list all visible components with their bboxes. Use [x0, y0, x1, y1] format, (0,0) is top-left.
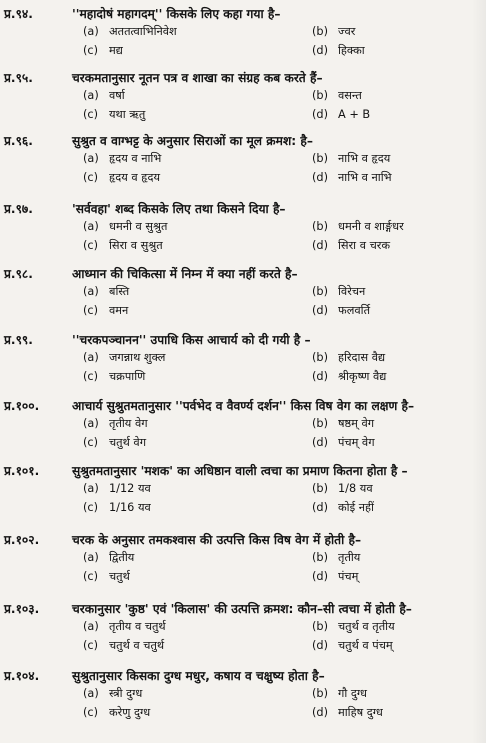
question-stem — [4, 397, 414, 415]
option-label: (c) — [83, 108, 99, 121]
question-number: प्र.९६. — [4, 134, 33, 148]
option-label: (a) — [83, 351, 99, 364]
option-text: हिक्का — [338, 44, 365, 57]
question-text: 'सर्ववहा' शब्द किसके लिए तथा किसने दिया है– — [72, 202, 286, 216]
question-stem — [4, 200, 286, 218]
option-label: (a) — [83, 482, 99, 495]
option-text: हरिदास वैद्य — [338, 351, 386, 364]
option-a — [83, 150, 161, 167]
option-label: (d) — [312, 501, 328, 514]
option-label: (c) — [83, 570, 99, 583]
option-text: 1/12 यव — [109, 482, 151, 495]
option-d — [312, 237, 390, 254]
question-text: सुश्रुतमतानुसार 'मशक' का अधिष्ठान वाली त्वचा का प्रमाण कितना होता है – — [72, 464, 408, 478]
option-label: (a) — [83, 25, 99, 38]
page-edge-shadow — [472, 0, 486, 743]
question-text: ''चरकपञ्चानन'' उपाधि किस आचार्य को दी गयी है – — [72, 333, 311, 347]
question-stem — [4, 462, 408, 480]
question-stem — [4, 69, 323, 87]
option-label: (a) — [83, 687, 99, 700]
option-text: धमनी व शार्ङ्गधर — [338, 220, 404, 233]
option-c — [83, 169, 160, 186]
option-c — [83, 499, 151, 516]
question-text: चरकमतानुसार नूतन पत्र व शाखा का संग्रह कब करते हैं– — [72, 71, 323, 85]
option-b — [312, 150, 390, 167]
option-label: (d) — [312, 239, 328, 252]
question-number: प्र.१०१. — [4, 464, 40, 478]
option-text: फलवर्ति — [338, 304, 371, 317]
option-label: (a) — [83, 220, 99, 233]
option-label: (d) — [312, 370, 328, 383]
option-text: द्वितीय — [109, 551, 135, 564]
option-text: मद्य — [109, 44, 123, 57]
option-label: (a) — [83, 620, 99, 633]
option-text: माहिष दुग्ध — [338, 706, 383, 719]
option-text: वसन्त — [338, 89, 362, 102]
option-c — [83, 434, 146, 451]
option-text: चक्रपाणि — [109, 370, 146, 383]
option-c — [83, 637, 164, 654]
question-number: प्र.१००. — [4, 399, 40, 413]
option-text: विरेचन — [338, 285, 366, 298]
option-label: (b) — [312, 285, 328, 298]
option-text: 1/8 यव — [338, 482, 373, 495]
option-b — [312, 23, 355, 40]
option-text: 1/16 यव — [109, 501, 151, 514]
question-text: आध्मान की चिकित्सा में निम्न में क्या नहीं करते है– — [72, 267, 298, 281]
option-a — [83, 549, 134, 566]
option-text: षष्ठम् वेग — [338, 417, 375, 430]
option-label: (c) — [83, 304, 99, 317]
option-c — [83, 368, 145, 385]
option-b — [312, 349, 385, 366]
option-text: ज्वर — [338, 25, 356, 38]
question-number: प्र.९५. — [4, 71, 33, 85]
option-text: जगन्नाथ शुक्ल — [109, 351, 166, 364]
question-number: प्र.१०४. — [4, 669, 40, 683]
question-number: प्र.१०२. — [4, 533, 40, 547]
option-text: स्त्री दुग्ध — [109, 687, 143, 700]
option-text: धमनी व सुश्रुत — [109, 220, 168, 233]
option-label: (a) — [83, 152, 99, 165]
option-text: कोई नहीं — [338, 501, 374, 514]
option-d — [312, 42, 365, 59]
option-d — [312, 499, 374, 516]
option-text: करेणु दुग्ध — [109, 706, 151, 719]
question-stem — [4, 5, 280, 23]
option-a — [83, 618, 166, 635]
option-b — [312, 618, 395, 635]
question-text: सुश्रुतानुसार किसका दुग्ध मधुर, कषाय व चक्षुष्य होता है– — [72, 669, 325, 683]
option-c — [83, 106, 145, 123]
option-label: (c) — [83, 44, 99, 57]
option-text: तृतीय — [338, 551, 361, 564]
option-label: (b) — [312, 687, 328, 700]
option-label: (b) — [312, 351, 328, 364]
option-d — [312, 368, 386, 385]
option-label: (b) — [312, 620, 328, 633]
option-text: चतुर्थ वेग — [109, 436, 147, 449]
option-b — [312, 283, 365, 300]
option-a — [83, 283, 129, 300]
question-number: प्र.९४. — [4, 7, 33, 21]
option-label: (d) — [312, 570, 328, 583]
option-label: (d) — [312, 706, 328, 719]
option-a — [83, 218, 167, 235]
option-text: सिरा व चरक — [338, 239, 391, 252]
option-label: (d) — [312, 639, 328, 652]
option-b — [312, 218, 404, 235]
option-a — [83, 23, 177, 40]
option-b — [312, 87, 362, 104]
option-label: (b) — [312, 220, 328, 233]
option-d — [312, 637, 393, 654]
option-text: श्रीकृष्ण वैद्य — [338, 370, 387, 383]
option-label: (b) — [312, 152, 328, 165]
option-text: नाभि व नाभि — [338, 171, 392, 184]
question-stem — [4, 132, 313, 150]
option-text: हृदय व नाभि — [109, 152, 162, 165]
option-label: (d) — [312, 108, 328, 121]
option-text: गौ दुग्ध — [338, 687, 367, 700]
option-d — [312, 106, 370, 123]
option-text: पंचम् — [338, 570, 359, 583]
option-label: (a) — [83, 417, 99, 430]
option-b — [312, 480, 373, 497]
option-label: (c) — [83, 501, 99, 514]
question-stem — [4, 331, 311, 349]
option-text: चतुर्थ व तृतीय — [338, 620, 395, 633]
option-label: (d) — [312, 436, 328, 449]
option-text: चतुर्थ व चतुर्थ — [109, 639, 165, 652]
option-text: वर्षा — [109, 89, 125, 102]
option-text: तृतीय व चतुर्थ — [109, 620, 166, 633]
option-c — [83, 302, 128, 319]
option-c — [83, 237, 163, 254]
option-b — [312, 685, 367, 702]
option-text: बस्ति — [109, 285, 130, 298]
option-a — [83, 415, 148, 432]
option-d — [312, 302, 370, 319]
option-text: यथा ऋतु — [109, 108, 146, 121]
option-text: नाभि व हृदय — [338, 152, 391, 165]
option-label: (c) — [83, 706, 99, 719]
option-text: सिरा व सुश्रुत — [109, 239, 163, 252]
option-a — [83, 349, 165, 366]
question-number: प्र.९८. — [4, 267, 33, 281]
option-text: वमन — [109, 304, 129, 317]
option-label: (c) — [83, 370, 99, 383]
option-d — [312, 568, 358, 585]
option-label: (a) — [83, 285, 99, 298]
option-b — [312, 549, 360, 566]
option-label: (d) — [312, 304, 328, 317]
question-text: चरक के अनुसार तमकश्वास की उत्पत्ति किस विष वेग में होती है– — [72, 533, 362, 547]
option-label: (d) — [312, 171, 328, 184]
option-c — [83, 568, 130, 585]
option-label: (c) — [83, 436, 99, 449]
option-a — [83, 480, 151, 497]
option-label: (b) — [312, 482, 328, 495]
option-label: (c) — [83, 239, 99, 252]
option-text: तृतीय वेग — [109, 417, 148, 430]
question-text: ''महादोषं महागदम्'' किसके लिए कहा गया है– — [72, 7, 281, 21]
option-label: (c) — [83, 171, 99, 184]
question-stem — [4, 667, 325, 685]
question-number: प्र.९९. — [4, 333, 33, 347]
option-c — [83, 704, 150, 721]
option-a — [83, 685, 142, 702]
option-label: (b) — [312, 25, 328, 38]
option-d — [312, 434, 375, 451]
option-label: (a) — [83, 89, 99, 102]
question-stem — [4, 265, 298, 283]
question-text: आचार्य सुश्रुतमतानुसार ''पर्वभेद व वैवर्ण्य दर्शन'' किस विष वेग का लक्षण है– — [72, 399, 415, 413]
option-label: (b) — [312, 89, 328, 102]
option-b — [312, 415, 374, 432]
option-label: (b) — [312, 417, 328, 430]
option-c — [83, 42, 123, 59]
option-text: चतुर्थ — [109, 570, 130, 583]
question-text: सुश्रुत व वाग्भट्ट के अनुसार सिराओं का मूल क्रमश: है– — [72, 134, 313, 148]
option-label: (c) — [83, 639, 99, 652]
option-text: अततत्वाभिनिवेश — [109, 25, 177, 38]
option-a — [83, 87, 125, 104]
option-text: पंचम् वेग — [338, 436, 375, 449]
option-text: हृदय व हृदय — [109, 171, 160, 184]
question-number: प्र.१०३. — [4, 602, 40, 616]
question-number: प्र.९७. — [4, 202, 33, 216]
option-label: (b) — [312, 551, 328, 564]
option-text: A + B — [338, 108, 371, 121]
option-d — [312, 169, 392, 186]
option-text: चतुर्थ व पंचम् — [338, 639, 393, 652]
question-text: चरकानुसार 'कुष्ठ' एवं 'किलास' की उत्पत्ति क्रमश: कौन–सी त्वचा में होती है– — [72, 602, 412, 616]
option-d — [312, 704, 383, 721]
option-label: (a) — [83, 551, 99, 564]
question-stem — [4, 531, 361, 549]
question-stem — [4, 600, 412, 618]
option-label: (d) — [312, 44, 328, 57]
